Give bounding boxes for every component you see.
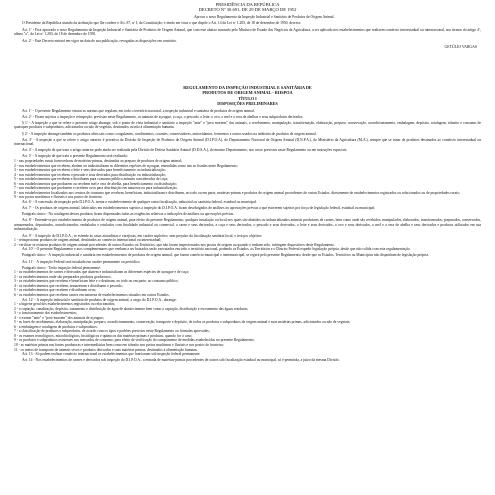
- article-paragraph: Art. 8º - Entende-se por estabelecimento de produtos de origem animal, para efeito do presente Regulamento, qualquer instalação ou local nos quais são abatidos ou industrializados animais produtores de carnes, bem como onde são recebidos, manipulados, elaborados, transformados, preparados, conservados, armazenados, depositados, acondicionados, embalados e rotulados com finalidade industrial ou comercial, a carne e seus derivados, a caça e seus derivados, o pescado e seus derivados, o leite e seus derivados, o ovo e seus derivados, o mel e a cera de abelha e seus derivados e produtos utilizados em sua industrialização.: [14, 218, 481, 232]
- article-paragraph: Art. 5º - A inspeção de que trata o presente Regulamento será realizada:: [22, 154, 128, 159]
- article-paragraph: Parágrafo único - Terão inspeção federal permanente:: [22, 265, 101, 270]
- preamble-paragraph: Art. 2º - Este Decreto entrará em vigor na data de sua publicação, revogadas as disposições em contrário.: [22, 39, 177, 43]
- list-item: 10 - as matérias primas nas fontes produtoras e intermediárias bem como em trânsito nos portos marítimos e fluviais e nos postos de fronteira;: [14, 342, 224, 347]
- list-item: 4 - o exame "ante" e "post-mortem" dos animais de açougue;: [14, 315, 104, 320]
- list-item: 9 - os produtos e subprodutos existentes nos mercados de consumo, para efeito de verificação do cumprimento de medidas estabelecidas no presente Regulamento;: [14, 338, 255, 343]
- list-item: 2 - nos estabelecimentos que recebem, abatem ou industrializam as diferentes espécies de açougue, entendidas como tais as fixadas neste Regulamento;: [14, 163, 238, 168]
- decree-number: DECRETO Nº 30.691, DE 29 DE MARÇO DE 1952: [198, 7, 297, 13]
- list-item: 4 - os estabelecimentos que recebem, armazenam e distribuem o pescado;: [14, 283, 123, 288]
- list-item: 1 - os estabelecimentos de carnes e derivados que abatem e industrializam as diferentes espécies de açougue e de caça;: [14, 270, 189, 275]
- signature: GETÚLIO VARGAS: [444, 44, 477, 49]
- list-item: 5 - nos estabelecimentos que recebem e distribuem para consumo público animais considerados de caça;: [14, 177, 169, 182]
- list-item: 3 - os estabelecimentos que recebem e beneficiam leite e o destinam, no todo ou em parte, ao consumo público;: [14, 279, 179, 284]
- article-paragraph: Parágrafo único - Na rotulagem desses produtos ficam dispensadas todas as exigências relativas a indicações de análises ou aprovações prévias.: [22, 212, 234, 217]
- preamble-paragraph: O Presidente da República usando da atribuição que lhe confere o Art. 87, nº I, da Constituição; e tendo em vista o que dispõe o Art. 14 da Lei nº 1.283, de 18 de dezembro de 1950, decreta:: [22, 21, 301, 26]
- list-item: 11 - os meios de transporte de animais vivos e produtos derivados e suas matérias primas, destinados à alimentação humana.: [14, 347, 198, 352]
- presidency-heading: PRESIDÊNCIA DA REPÚBLICA: [215, 2, 280, 7]
- preamble-paragraph: Art. 1º - Fica aprovado o novo Regulamento da Inspeção Industrial e Sanitária de Produtos de Origem Animal, que com este abaixo assinado pelo Ministro de Estado dos Negócios da Agricultura, a ser aplicado nos estabelecimentos que realizem comércio interestadual ou internacional, nos termos do artigo 4º, alínea "a", da Lei nº 1.283, de 18 de dezembro de 1950.: [14, 27, 481, 37]
- regulation-subtitle: PRODUTOS DE ORIGEM ANIMAL - RIISPOA: [202, 89, 293, 95]
- article-paragraph: Art. 3º - A inspeção a que se refere o artigo anterior é privativa da Divisão de Inspeção de Produtos de Origem Animal (D.I.P.O.A), do Departamento Nacional de Origem Animal (D.N.P.A.), do Ministério da Agricultura (M.A.), sempre que se tratar de produtos destinados ao comércio interestadual ou internacional.: [14, 137, 481, 147]
- regulation-title: REGULAMENTO DA INSPEÇÃO INDUSTRIAL E SANITÁRIA DE: [183, 84, 312, 90]
- article-paragraph: Art. 13 - Só podem realizar comércio internacional os estabelecimentos que funcionam sob inspeção federal permanente.: [22, 352, 201, 357]
- section-heading: DISPOSIÇÕES PRELIMINARES: [217, 100, 278, 106]
- list-item: 9 - nos portos marítimos e fluviais e nos postos de fronteira.: [14, 195, 103, 200]
- article-paragraph: § 2º - A inspeção abrange também os produtos afins tais como: coagulantes, condimentos, corantes, conservadores, antioxidantes, fermentos e outros usados na indústria de produtos de origem animal.: [22, 131, 317, 136]
- article-paragraph: Art. 2º - Ficam sujeitos a inspeção e reinspeção, previstas neste Regulamento, os animais de açougue, a caça, o pescado, o leite, o ovo, o mel e a cera de abelhas e seus subprodutos derivados.: [22, 114, 304, 119]
- article-paragraph: Art. 14 - Nos estabelecimentos de carnes e derivados sob inspeção do D.I.P.O.A., a entrada de matérias-primas procedentes de outros sob fiscalização estadual ou municipal, só é permitida, a juízo da mesma Divisão.: [22, 358, 340, 363]
- list-item: 7 - a classificação de produtos e subprodutos, de acordo com os tipos e padrões previstos neste Regulamento ou fórmulas aprovadas;: [14, 329, 210, 334]
- list-item: 6 - a embalagem e rotulagem de produtos e subprodutos;: [14, 324, 98, 329]
- list-item: 7 - nos estabelecimentos que produzem e recebem ovos para distribuição em natureza ou para industrialização;: [14, 186, 178, 191]
- list-item: 1 - a higiene geral dos estabelecimentos registrados ou relacionados;: [14, 302, 116, 307]
- preamble: [14, 21, 481, 43]
- list-item: 6 - nos estabelecimentos que produzem ou recebem mel e cera de abelha, para beneficiamento ou distribuição;: [14, 181, 177, 186]
- article-paragraph: Parágrafo único - A inspeção industrial e sanitária em estabelecimentos de produtos de origem animal, que fazem comércio municipal e intermunicipal, se regerá pelo presente Regulamento, desde que os Estados, Territórios ou Municípios não disponham de legislação própria.: [22, 253, 430, 258]
- list-item: 1 - reinspecionar produtos de origem animal, destinados ao comércio internacional ou interestadual;: [14, 238, 162, 243]
- list-item: 2 - verificar se existem produtos de origem animal procedentes de outros Estados ou Territórios, que não foram inspecionados nos postos de origem ou quando o tenham sido, infringem dispositivos deste Regulamento.: [14, 242, 335, 247]
- list-item: 5 - os estabelecimentos que recebem e distribuem ovos;: [14, 288, 97, 293]
- list-item: 2 - os estabelecimentos onde são preparados produtos gordurosos;: [14, 274, 112, 279]
- article-paragraph: Art. 10º - O presente Regulamento e atos complementares que venham a ser baixados serão executados em todo o território nacional, podendo os Estados, os Territórios e o Distrito Federal expedir legislação própria, desde que não colida com esta regulamentação.: [22, 247, 411, 252]
- regulation-body: [14, 109, 481, 363]
- article-paragraph: § 1º - A inspeção a que se refere o presente artigo abrange, sob o ponto de vista industrial e sanitário a inspeção "ante" e "post mortem" dos animais, o recebimento, manipulação, transformação, elaboração, preparo, conservação, acondicionamento, embalagem, depósito, rotulagem, trânsito e consumo de quaisquer produtos e subprodutos, adicionados ou não de vegetais, destinados ou não à alimentação humana.: [14, 120, 481, 130]
- list-item: 3 - o funcionamento dos estabelecimentos;: [14, 311, 77, 316]
- article-paragraph: Art. 4º - A inspeção de que trata o artigo anterior pode ainda ser realizada pela Divisão de Defesa Sanitária Animal (D.D.S.A.), do mesmo Departamento, nos casos previstos neste Regulamento ou em instruções especiais.: [22, 148, 348, 153]
- list-item: 6 - os estabelecimentos que recebem carnes em natureza de estabelecimentos situados em outros Estados.: [14, 292, 170, 297]
- list-item: 5 - as fases de recebimento, elaboração, manipulação, preparo, acondicionamento, conservação, transporte e depósito, de todos os produtos e subprodutos de origem animal e suas matérias primas, adicionados ou não de vegetais;: [14, 320, 351, 325]
- article-paragraph: Art. 1º - O presente Regulamento estatui as normas que regulam, em todo o território nacional, a inspeção industrial e sanitária de produtos de origem animal.: [22, 108, 255, 113]
- list-item: 8 - nos estabelecimentos localizados nos centros de consumo que recebem, beneficiam, industrializam e distribuem, no todo ou em parte, matérias-primas e produtos de origem animal procedentes de outros Estados, diretamente de estabelecimentos registrados ou relacionados ou de propriedades rurais;: [14, 190, 460, 195]
- list-item: 4 - nos estabelecimentos que recebem o pescado e seus derivados para distribuição ou industrialização;: [14, 172, 166, 177]
- list-item: 2 - a captação, canalização, depósito, tratamento e distribuição de água de abastecimento bem como a captação, distribuição e escoamento das águas residuais;: [14, 306, 249, 311]
- article-paragraph: Art. 11º - A inspeção Federal será instalada em caráter permanente ou periódico.: [22, 259, 141, 264]
- article-paragraph: Art. 7º - Os produtos de origem animal, fabricados em estabelecimentos sujeitos a inspeção do D.I.P.O.A. ficam desobrigados de análises ou aprovações prévias a que estiverem sujeitos por força de legislação federal, estadual ou municipal.: [22, 206, 376, 211]
- decree-summary: Aprova o novo Regulamento da Inspeção Industrial e Sanitária de Produtos de Origem Animal.: [194, 14, 335, 19]
- article-paragraph: Art. 9º - A inspeção do D.I.P.O.A., se estende às casas atacadistas e varejistas, em caráter supletivo, sem prejuízo da fiscalização sanitária local, e terá por objetivo:: [22, 233, 263, 238]
- list-item: 8 - os exames tecnológicos, microbiológicos, histológicos e químicos das matérias-primas e produtos, quando for o caso;: [14, 333, 193, 338]
- list-item: 3 - nos estabelecimentos que recebem o leite e seus derivados para beneficiamento ou industrialização;: [14, 168, 166, 173]
- title-number: TÍTULO I: [238, 95, 257, 101]
- list-item: 1 - nas propriedades rurais fornecedoras de matérias-primas, destinadas ao preparo de produtos de origem animal;: [14, 159, 182, 164]
- article-paragraph: Art. 6º - A concessão de inspeção pelo D.I.P.O.A. isenta o estabelecimento de qualquer outra fiscalização, industrial ou sanitária federal, estadual ou municipal.: [22, 199, 257, 204]
- article-paragraph: Art. 12º - A inspeção industrial e sanitária de produtos de origem animal, a cargo do D.I.P.O.A., abrange:: [22, 297, 177, 302]
